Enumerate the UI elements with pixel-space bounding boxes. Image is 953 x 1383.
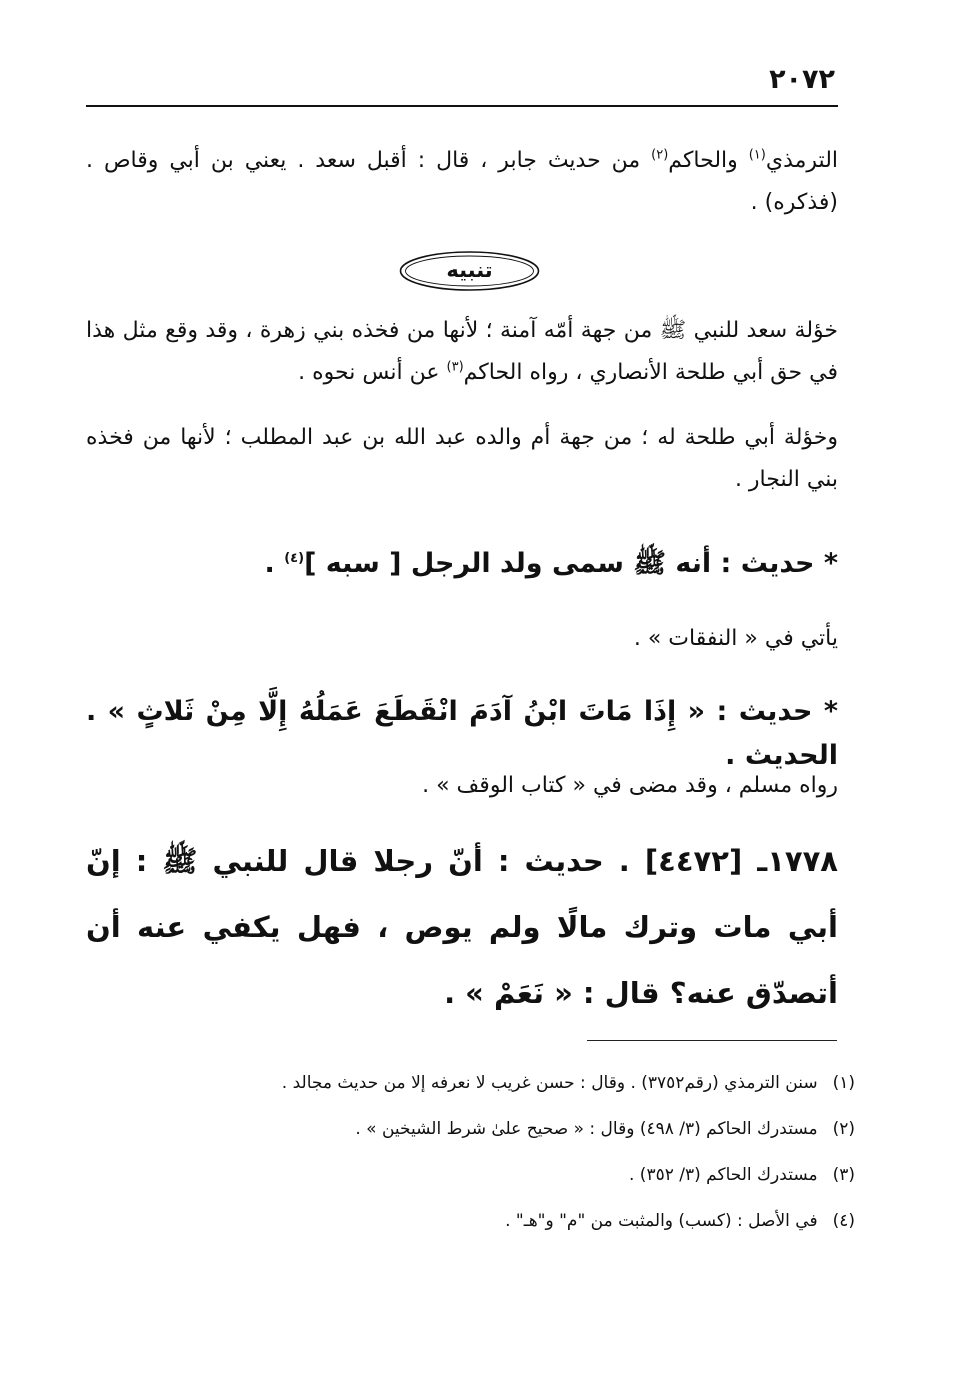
cross-reference-2: رواه مسلم ، وقد مضى في « كتاب الوقف » . [422, 773, 838, 798]
footnote-text: مستدرك الحاكم (٣/ ٣٥٢) . [629, 1165, 818, 1185]
footnote-number: (٤) [832, 1211, 855, 1231]
intro-paragraph [86, 140, 838, 224]
footnote-item [115, 1106, 855, 1152]
notice-text-2: عن أنس نحوه . [298, 360, 447, 385]
lineage-paragraph: وخؤلة أبي طلحة له ؛ من جهة أم والده عبد الله بن عبد المطلب ؛ لأنها من فخذه بني النجار . [86, 425, 838, 492]
hadith-entry-1778: ١٧٧٨ـ [٤٤٧٢] . حديث : أنّ رجلا قال للنبي ﷺ : إنّ أبي مات وترك مالًا ولم يوص ، فهل يكفي عنه أن أتصدّق عنه؟ قال : « نَعَمْ » . [86, 844, 838, 1010]
footnote-number: (١) [832, 1073, 855, 1093]
footnote-ref-3[interactable]: (٣) [446, 359, 464, 375]
footnote-ref-2[interactable]: (٢) [651, 147, 669, 163]
footnote-number: (٢) [832, 1119, 855, 1139]
footnote-text: سنن الترمذي (رقم٣٧٥٢) . وقال : حسن غريب لا نعرفه إلا من حديث مجالد . [281, 1073, 818, 1093]
footnote-item [115, 1060, 855, 1106]
hadith-heading-1-text: * حديث : أنه ﷺ سمى ولد الرجل [ سبه ] [304, 548, 838, 579]
footnote-text: في الأصل : (كسب) والمثبت من "م" و"هـ" . [505, 1211, 818, 1231]
notice-badge [398, 248, 541, 294]
hadith-heading-2: * حديث : « إِذَا مَاتَ ابْنُ آدَمَ انْقَطَعَ عَمَلُهُ إِلَّا مِنْ ثَلاثٍ » . الحديث . [86, 696, 838, 771]
cross-reference-1: يأتي في « النفقات » . [633, 626, 838, 651]
footnote-item [115, 1198, 855, 1244]
intro-text-2: والحاكم [668, 148, 749, 173]
footnote-divider [587, 1040, 837, 1041]
hadith-heading-1 [86, 542, 838, 586]
header-divider [86, 105, 838, 107]
hadith-heading-1-end: . [264, 548, 285, 579]
notice-text-1: خؤلة سعد للنبي ﷺ من جهة أمّه آمنة ؛ لأنها من فخذه بني زهرة ، وقد وقع مثل هذا في حق أبي طلحة الأنصاري ، رواه الحاكم [86, 318, 838, 385]
footnote-item [115, 1152, 855, 1198]
footnote-ref-4[interactable]: (٤) [284, 551, 305, 566]
footnote-number: (٣) [832, 1165, 855, 1185]
notice-paragraph [86, 310, 838, 394]
footnote-text: مستدرك الحاكم (٣/ ٤٩٨) وقال : « صحيح علىٰ شرط الشيخين » . [355, 1119, 818, 1139]
page-number: ٢٠٧٢ [769, 64, 835, 95]
intro-text-1: الترمذي [765, 148, 839, 173]
footnote-ref-1[interactable]: (١) [748, 147, 766, 163]
notice-label: تنبيه [446, 258, 493, 282]
intro-text-3: من حديث جابر ، قال : أقبل سعد . يعني بن أبي وقاص . (فذكره) . [86, 148, 838, 215]
footnotes-list [115, 1060, 855, 1244]
